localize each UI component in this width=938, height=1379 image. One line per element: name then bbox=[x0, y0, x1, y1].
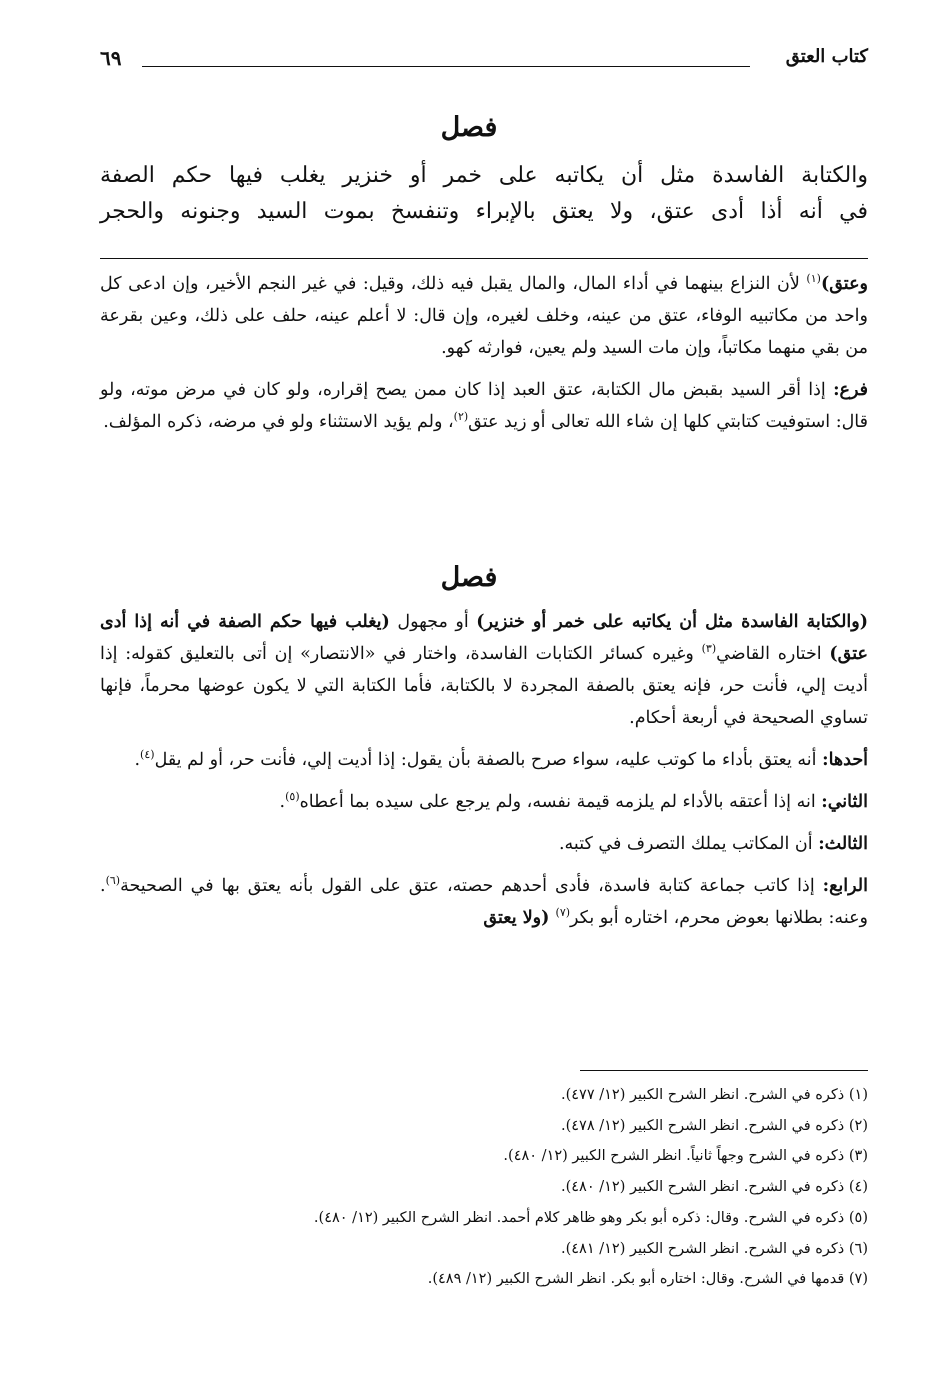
commentary-lead: الثاني: bbox=[821, 792, 868, 812]
commentary-text: أنه يعتق بأداء ما كوتب عليه، سواء صرح بالصفة بأن يقول: إذا أديت إلي، فأنت حر، أو لم يقل bbox=[154, 750, 823, 770]
commentary-paragraph bbox=[100, 606, 868, 734]
footnote-item: (٢) ذكره في الشرح. انظر الشرح الكبير (١٢/ ٤٧٨). bbox=[560, 1117, 868, 1134]
footnote-item: (٣) ذكره في الشرح وجهاً ثانياً. انظر الشرح الكبير (١٢/ ٤٨٠). bbox=[503, 1148, 868, 1165]
commentary-text: . وعنه: بطلانها بعوض محرم، اختاره أبو بكر bbox=[100, 876, 868, 928]
commentary-lead: فرع: bbox=[833, 380, 868, 400]
footnote-ref: (٧) bbox=[555, 906, 571, 920]
commentary-text: أو مجهول bbox=[389, 612, 477, 632]
commentary-text: ، ولم يؤيد الاستثناء ولو في مرضه، ذكره المؤلف. bbox=[103, 412, 454, 432]
commentary-text: أن المكاتب يملك التصرف في كتبه. bbox=[558, 834, 819, 854]
matn-line-1: والكتابة الفاسدة مثل أن يكاتبه على خمر أو خنزير يغلب فيها حكم الصفة bbox=[100, 163, 868, 188]
matn-quote: (والكتابة الفاسدة مثل أن يكاتبه على خمر أو خنزير) bbox=[476, 612, 868, 632]
matn-text-1 bbox=[100, 158, 868, 230]
page-number: ٦٩ bbox=[100, 46, 122, 70]
commentary-paragraph bbox=[100, 786, 868, 818]
footnote-ref: (٢) bbox=[453, 410, 469, 424]
footnote-ref: (٦) bbox=[105, 874, 121, 888]
section-heading-2: فصل bbox=[440, 562, 498, 593]
commentary-paragraph bbox=[100, 374, 868, 438]
commentary-lead: وعتق) bbox=[820, 274, 868, 294]
footnote-item: (٤) ذكره في الشرح. انظر الشرح الكبير (١٢/ ٤٨٠). bbox=[560, 1179, 868, 1196]
footnotes bbox=[100, 1080, 868, 1295]
matn-line-2: في أنه أذا أدى عتق، ولا يعتق بالإبراء وتنفسخ بموت السيد وجنونه والحجر bbox=[100, 199, 868, 224]
footnote-item: (٥) ذكره في الشرح. وقال: ذكره أبو بكر وهو ظاهر كلام أحمد. انظر الشرح الكبير (١٢/ ٤٨٠). bbox=[313, 1209, 868, 1226]
matn-quote: (يغلب فيها حكم الصفة في أنه إذا أدى عتق) bbox=[100, 612, 868, 664]
commentary-text: . bbox=[134, 750, 141, 770]
footnote-item: (١) ذكره في الشرح. انظر الشرح الكبير (١٢/ ٤٧٧). bbox=[560, 1087, 868, 1103]
running-header bbox=[100, 46, 868, 76]
commentary-2 bbox=[100, 606, 868, 934]
commentary-paragraph bbox=[100, 744, 868, 776]
section-heading-1: فصل bbox=[440, 112, 498, 143]
matn-separator-rule bbox=[100, 258, 868, 259]
commentary-text: لأن النزاع بينهما في أداء المال، والمال يقبل فيه ذلك، وقيل: في غير النجم الأخير، وإن ادعى كل واحد من مكاتبيه الوفاء، عتق من عينه، وخلف لغيره، وإن قال: لا أعلم عينه، حلف على ذلك، وعين بقرعة من بقي منهما مكاتباً، وإن مات السيد ولم يعين، فوارثه كهو. bbox=[100, 274, 868, 358]
commentary-lead: أحدها: bbox=[822, 750, 868, 770]
footnote-separator-rule bbox=[580, 1070, 868, 1071]
footnote-ref: (١) bbox=[806, 272, 821, 286]
commentary-text: وغيره كسائر الكتابات الفاسدة، واختار في «الانتصار» إن أتى بالتعليق كقوله: إذا أديت إلي، فأنت حر، فإنه يعتق بالصفة المجردة لا بالكتابة، فأما الكتابة التي لا يكون عوضها محرماً، فإنها تساوي الصحيحة في أربعة أحكام. bbox=[100, 644, 868, 728]
commentary-paragraph bbox=[100, 870, 868, 934]
footnote-ref: (٥) bbox=[285, 790, 300, 804]
footnote-item: (٦) ذكره في الشرح. انظر الشرح الكبير (١٢/ ٤٨١). bbox=[560, 1240, 868, 1257]
commentary-text: انه إذا أعتقه بالأداء لم يلزمه قيمة نفسه، ولم يرجع على سيده بما أعطاه bbox=[299, 792, 822, 812]
commentary-paragraph bbox=[100, 828, 868, 860]
footnote-ref: (٣) bbox=[701, 642, 717, 656]
commentary-text: إذا أقر السيد بقبض مال الكتابة، عتق العبد إذا كان ممن يصح إقراره، ولو كان في مرض موته، ولو قال: استوفيت كتابتي كلها إن شاء الله تعالى أو زيد عتق bbox=[100, 380, 868, 432]
commentary-text: إذا كاتب جماعة كتابة فاسدة، فأدى أحدهم حصته، عتق على القول بأنه يعتق بها في الصحيحة bbox=[120, 876, 823, 896]
commentary-lead: الرابع: bbox=[822, 876, 868, 896]
commentary-text: اختاره القاضي bbox=[716, 644, 830, 664]
matn-quote: (ولا يعتق bbox=[483, 908, 556, 928]
footnote-ref: (٤) bbox=[140, 748, 155, 762]
footnote-item: (٧) قدمها في الشرح. وقال: اختاره أبو بكر. انظر الشرح الكبير (١٢/ ٤٨٩). bbox=[427, 1271, 868, 1288]
commentary-1 bbox=[100, 268, 868, 438]
header-rule bbox=[142, 66, 750, 67]
commentary-text: . bbox=[279, 792, 286, 812]
commentary-lead: الثالث: bbox=[818, 834, 868, 854]
running-title: كتاب العتق bbox=[785, 46, 868, 67]
commentary-paragraph bbox=[100, 268, 868, 364]
